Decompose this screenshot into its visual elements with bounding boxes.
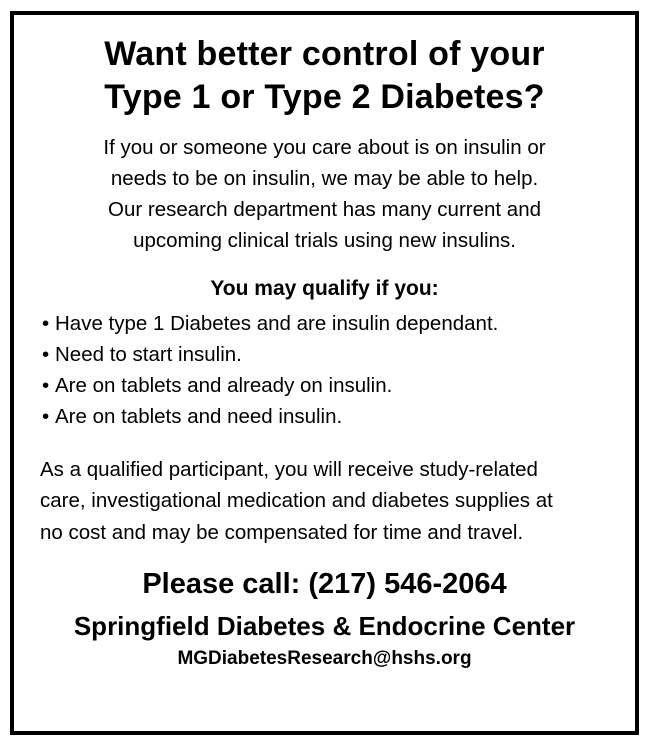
list-item [40,401,609,432]
list-item-label: Have type 1 Diabetes and are insulin dependant. [55,311,499,335]
call-to-action: Please call: (217) 546-2064 [142,567,507,600]
bullet-icon: • [42,342,50,366]
closing-line-2: care, investigational medication and diabetes supplies at [40,489,553,513]
list-item-label: Need to start insulin. [55,342,242,366]
list-item-label: Are on tablets and need insulin. [55,405,343,429]
advertisement-frame [10,11,639,735]
intro-line-3: Our research department has many current and [108,198,541,222]
closing-paragraph [40,454,609,547]
list-item [40,370,609,401]
organization-name: Springfield Diabetes & Endocrine Center [73,610,576,641]
intro-paragraph [40,132,609,257]
closing-line-3: no cost and may be compensated for time and travel. [40,520,524,544]
intro-line-4: upcoming clinical trials using new insulins. [133,229,516,253]
contact-email: MGDiabetesResearch@hshs.org [177,647,472,669]
qualify-heading: You may qualify if you: [210,276,439,300]
intro-line-2: needs to be on insulin, we may be able to help. [110,167,539,191]
headline-line-1: Want better control of your [104,35,545,73]
bullet-icon: • [42,405,50,429]
intro-line-1: If you or someone you care about is on insulin or [103,136,546,159]
list-item [40,339,609,370]
list-item-label: Are on tablets and already on insulin. [55,373,393,397]
advertisement-content [14,15,635,670]
closing-line-1: As a qualified participant, you will receive study-related [40,458,538,482]
bullet-icon: • [42,311,50,335]
qualification-list [40,308,609,433]
list-item [40,308,609,339]
headline-line-2: Type 1 or Type 2 Diabetes? [104,77,545,116]
headline [40,33,609,118]
bullet-icon: • [42,373,50,397]
